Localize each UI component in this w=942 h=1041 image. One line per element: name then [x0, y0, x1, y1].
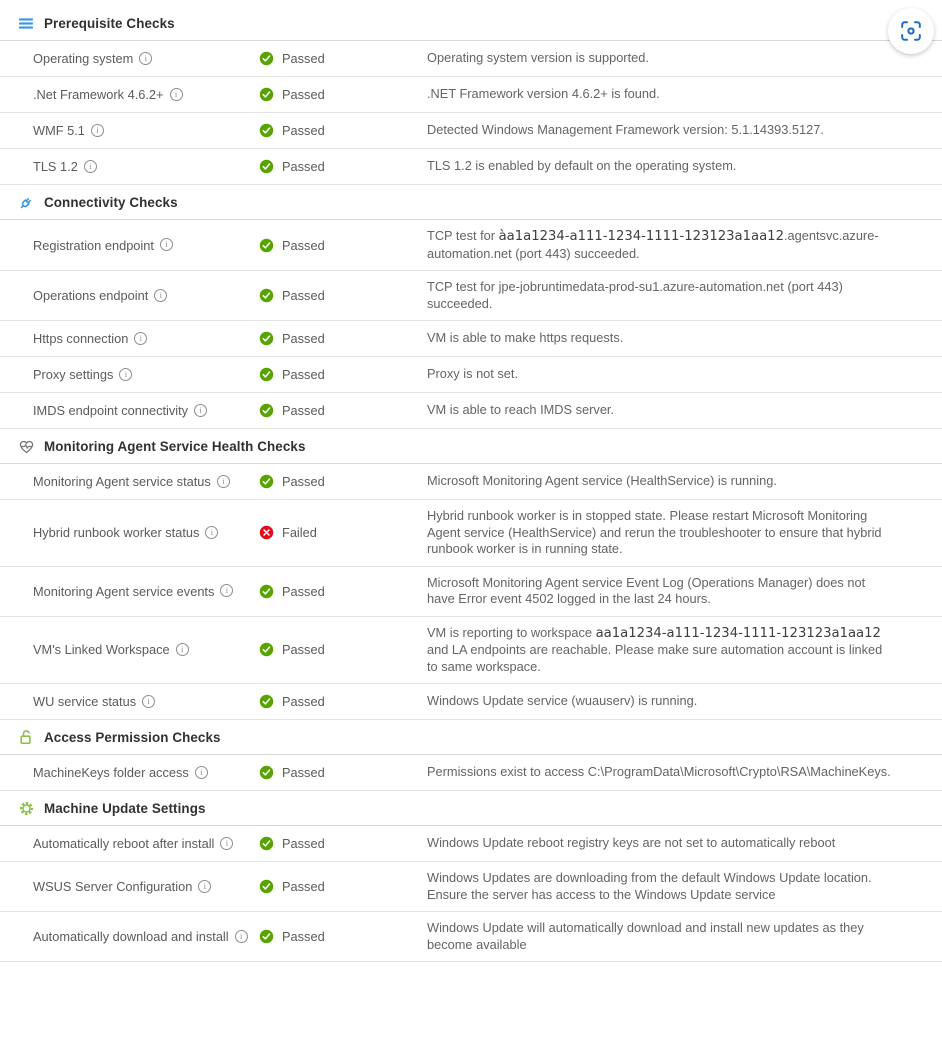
info-icon[interactable]: [142, 695, 155, 708]
description-text: Microsoft Monitoring Agent service Event Log (Operations Manager) does not have Error event 4502 logged in the last 24 hours.: [427, 574, 866, 606]
description-text: TLS 1.2 is enabled by default on the operating system.: [427, 158, 737, 174]
passed-check-icon: [259, 642, 274, 657]
check-row: [0, 149, 942, 185]
passed-check-icon: [259, 836, 274, 851]
check-description: [427, 764, 942, 781]
status-label: Failed: [282, 525, 317, 541]
info-icon[interactable]: [220, 584, 233, 597]
description-text: Microsoft Monitoring Agent service (HealthService) is running.: [427, 473, 777, 489]
status-label: Passed: [282, 836, 325, 851]
check-name: WMF 5.1: [33, 123, 85, 138]
check-name: Operations endpoint: [33, 288, 149, 303]
plug-icon: [18, 194, 35, 211]
status-label: Passed: [282, 87, 325, 102]
section-title: Prerequisite Checks: [44, 16, 175, 31]
focus-capture-button[interactable]: [888, 8, 934, 54]
check-row: [0, 464, 942, 500]
check-description: [427, 366, 942, 383]
check-row: [0, 684, 942, 720]
check-description: [427, 575, 942, 608]
check-description: [427, 402, 942, 419]
check-name: .Net Framework 4.6.2+: [33, 87, 164, 102]
check-description: [427, 122, 942, 139]
check-description: [427, 279, 942, 312]
passed-check-icon: [259, 403, 274, 418]
status-label: Passed: [282, 765, 325, 780]
check-description: [427, 920, 942, 953]
passed-check-icon: [259, 123, 274, 138]
check-name: Monitoring Agent service status: [33, 474, 211, 489]
check-name: Operating system: [33, 51, 134, 66]
section-header: [0, 6, 942, 41]
status-label: Passed: [282, 288, 325, 303]
check-name: TLS 1.2: [33, 159, 78, 174]
check-description: [427, 835, 942, 852]
unlock-icon: [18, 729, 35, 746]
check-name: WU service status: [33, 694, 137, 709]
check-name: Proxy settings: [33, 367, 114, 382]
check-row: [0, 113, 942, 149]
info-icon[interactable]: [170, 88, 183, 101]
section-header: [0, 720, 942, 755]
description-text: TCP test for: [427, 228, 499, 243]
section-title: Monitoring Agent Service Health Checks: [44, 439, 306, 454]
check-row: [0, 755, 942, 791]
focus-bracket-icon: [900, 20, 922, 42]
status-label: Passed: [282, 403, 325, 418]
status-label: Passed: [282, 694, 325, 709]
check-row: [0, 826, 942, 862]
gear-icon: [18, 800, 35, 817]
check-row: [0, 357, 942, 393]
check-row: [0, 220, 942, 271]
description-text: Windows Update will automatically download and install new updates as they become available: [427, 920, 864, 952]
section-title: Connectivity Checks: [44, 195, 178, 210]
status-label: Passed: [282, 159, 325, 174]
description-text: VM is reporting to workspace: [427, 624, 596, 640]
check-row: [0, 500, 942, 567]
status-label: Passed: [282, 367, 325, 382]
check-name: IMDS endpoint connectivity: [33, 403, 189, 418]
status-label: Passed: [282, 929, 325, 944]
info-icon[interactable]: [91, 124, 104, 137]
check-name: WSUS Server Configuration: [33, 879, 193, 894]
description-text: Proxy is not set.: [427, 366, 519, 382]
check-description: [427, 508, 942, 558]
passed-check-icon: [259, 367, 274, 382]
status-label: Passed: [282, 474, 325, 489]
check-name: MachineKeys folder access: [33, 765, 189, 780]
heart-pulse-icon: [18, 438, 35, 455]
description-text: Detected Windows Management Framework version: 5.1.14393.5127.: [427, 122, 824, 138]
info-icon[interactable]: [205, 526, 218, 539]
status-label: Passed: [282, 51, 325, 66]
info-icon[interactable]: [195, 766, 208, 779]
section-title: Machine Update Settings: [44, 801, 206, 816]
check-description: [427, 473, 942, 490]
passed-check-icon: [259, 159, 274, 174]
description-text: TCP test for jpe-jobruntimedata-prod-su1.azure-automation.net (port 443) succeeded.: [427, 279, 843, 311]
info-icon[interactable]: [160, 238, 173, 251]
check-description: [427, 228, 942, 262]
passed-check-icon: [259, 879, 274, 894]
check-description: [427, 625, 942, 676]
info-icon[interactable]: [235, 930, 248, 943]
check-row: [0, 862, 942, 912]
passed-check-icon: [259, 288, 274, 303]
info-icon[interactable]: [176, 643, 189, 656]
check-row: [0, 617, 942, 685]
description-text: and LA endpoints are reachable. Please make sure automation account is linked to same workspace.: [427, 642, 883, 674]
passed-check-icon: [259, 929, 274, 944]
description-text: Hybrid runbook worker is in stopped state. Please restart Microsoft Monitoring Agent service (HealthService) and rerun the troubleshooter to ensure that hybrid runbook worker is in running state.: [427, 508, 882, 556]
status-label: Passed: [282, 123, 325, 138]
section-header: [0, 185, 942, 220]
description-text: .agentsvc.azure-automation.net (port 443) succeeded.: [427, 228, 879, 261]
info-icon[interactable]: [154, 289, 167, 302]
passed-check-icon: [259, 584, 274, 599]
check-name: VM's Linked Workspace: [33, 642, 170, 658]
description-text: VM is able to make https requests.: [427, 330, 624, 346]
check-name: Hybrid runbook worker status: [33, 525, 200, 541]
status-label: Passed: [282, 583, 325, 599]
check-description: [427, 330, 942, 347]
info-icon[interactable]: [198, 880, 211, 893]
check-row: [0, 321, 942, 357]
check-row: [0, 271, 942, 321]
check-row: [0, 567, 942, 617]
section-title: Access Permission Checks: [44, 730, 221, 745]
passed-check-icon: [259, 238, 274, 253]
check-row: [0, 41, 942, 77]
status-label: Passed: [282, 642, 325, 658]
check-description: [427, 158, 942, 175]
check-row: [0, 393, 942, 429]
status-label: Passed: [282, 879, 325, 894]
info-icon[interactable]: [194, 404, 207, 417]
info-icon[interactable]: [217, 475, 230, 488]
description-text: VM is able to reach IMDS server.: [427, 402, 615, 418]
passed-check-icon: [259, 474, 274, 489]
info-icon[interactable]: [134, 332, 147, 345]
section-header: [0, 429, 942, 464]
info-icon[interactable]: [119, 368, 132, 381]
check-description: [427, 870, 942, 903]
check-name: Https connection: [33, 331, 129, 346]
description-text: .NET Framework version 4.6.2+ is found.: [427, 86, 660, 102]
check-name: Automatically reboot after install: [33, 836, 215, 851]
description-text: Windows Update service (wuauserv) is running.: [427, 693, 698, 709]
check-name: Automatically download and install: [33, 929, 229, 944]
passed-check-icon: [259, 51, 274, 66]
info-icon[interactable]: [84, 160, 97, 173]
status-label: Passed: [282, 237, 325, 253]
check-name: Monitoring Agent service events: [33, 583, 215, 599]
workspace-id: àa1a1234-a111-1234-1111-123123a1aa12: [498, 229, 784, 244]
info-icon[interactable]: [220, 837, 233, 850]
passed-check-icon: [259, 331, 274, 346]
description-text: Permissions exist to access C:\ProgramData\Microsoft\Crypto\RSA\MachineKeys.: [427, 764, 891, 780]
status-label: Passed: [282, 331, 325, 346]
check-description: [427, 50, 942, 67]
check-row: [0, 912, 942, 962]
check-description: [427, 86, 942, 103]
list-icon: [18, 15, 35, 32]
check-name: Registration endpoint: [33, 237, 154, 253]
passed-check-icon: [259, 694, 274, 709]
description-text: Windows Updates are downloading from the default Windows Update location. Ensure the server has access to the Windows Update service: [427, 870, 872, 902]
section-header: [0, 791, 942, 826]
check-description: [427, 693, 942, 710]
passed-check-icon: [259, 87, 274, 102]
passed-check-icon: [259, 765, 274, 780]
failed-cross-icon: [259, 525, 274, 540]
workspace-id: aa1a1234-a111-1234-1111-123123a1aa12: [595, 625, 881, 641]
check-row: [0, 77, 942, 113]
description-text: Windows Update reboot registry keys are not set to automatically reboot: [427, 835, 836, 851]
info-icon[interactable]: [139, 52, 152, 65]
description-text: Operating system version is supported.: [427, 50, 649, 66]
